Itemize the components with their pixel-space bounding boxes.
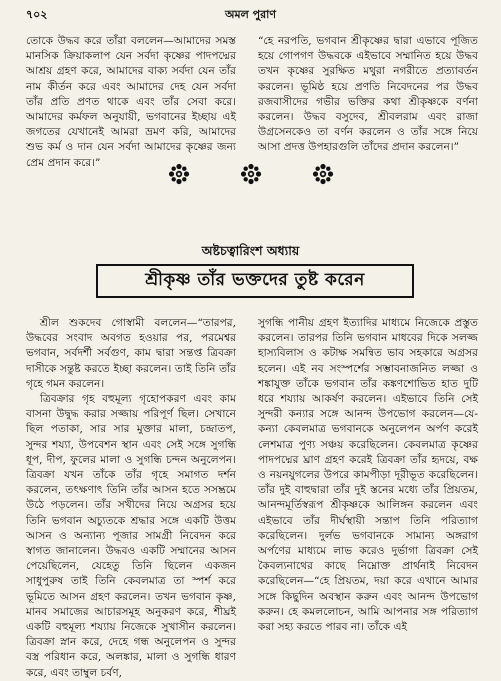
top-right-text: [258, 34, 478, 156]
body-paragraph: শ্রীল শুকদেব গোস্বামী বললেন—“তারপর, উদ্ধবের সংবাদ অবগত হওয়ার পর, পরমেশ্বর ভগবান, সর্বদর্শী সর্বগুণ, কাম দ্বারা সন্তপ্ত ত্রিবক্রা দাসীকে সন্তুষ্ট করতে ইচ্ছা করলেন। তাই তিনি তাঁর গৃহে গমন করলেন।: [26, 317, 236, 390]
body-right-column: [258, 316, 478, 635]
page-number: ৭০২: [26, 8, 48, 21]
book-title: অমল পুরাণ: [224, 8, 277, 21]
running-head: [26, 6, 475, 22]
body-left-column: [26, 316, 236, 681]
top-left-text: [26, 34, 236, 171]
flower-ornament-icon: [240, 163, 262, 185]
top-left-paragraph: তোকে উদ্ধব করে তাঁরা বললেন—আমাদের সমস্ত মানসিক ক্রিয়াকলাপ যেন সর্বদা কৃষ্ণের পাদপদ্মের আশ্রয় গ্রহণ করে, আমাদের বাক্য সর্বদা যেন তাঁর নাম কীর্তন করে এবং আমাদের দেহ যেন সর্বদা তাঁর প্রতি প্রণত থাকে এবং তাঁর সেবা করে। আমাদের কর্মফল অনুযায়ী, ভগবানের ইচ্ছায় এই জগতের যেখানেই আমরা ভ্রমণ করি, আমাদের শুভ কর্ম ও দান যেন সর্বদা আমাদের কৃষ্ণের জন্য প্রেম প্রদান করে।”: [26, 35, 236, 169]
chapter-number: অষ্টচত্বারিংশ অধ্যায়: [201, 243, 300, 258]
section-divider: [0, 163, 501, 185]
chapter-title-text: শ্রীকৃষ্ণ তাঁর ভক্তদের তুষ্ট করেন: [145, 270, 365, 290]
body-paragraph: ত্রিবক্রার গৃহ বহুমূল্য গৃহোপকরণ এবং কাম বাসনা উদ্বুদ্ধ করার সজ্জায় পরিপূর্ণ ছিল। সেখানে ছিল পতাকা, সার সার মুক্তার মালা, চন্দ্রাতপ, সুন্দর শয্যা, উপবেশন স্থান এবং সেই সঙ্গে সুগন্ধি ধূপ, দীপ, ফুলের মালা ও সুগন্ধি চন্দন অনুলেপন। ত্রিবক্রা যখন তাঁকে তাঁর গৃহে সমাগত দর্শন করলেন, তৎক্ষণাৎ তিনি তাঁর আসন হতে সসম্ভ্রমে উঠে পড়লেন। তাঁর সখীদের নিয়ে অগ্রসর হয়ে তিনি ভগবান অচ্যুতকে শ্রদ্ধার সঙ্গে একটি উত্তম আসন ও অন্যান্য পূজার সামগ্রী নিবেদন করে স্বাগত জানালেন। উদ্ধবও একটি সম্মানের আসন পেয়েছিলেন, যেহেতু তিনি ছিলেন একজন সাধুপুরুষ তাই তিনি কেবলমাত্র তা স্পর্শ করে ভূমিতে আসন গ্রহণ করলেন। তখন ভগবান কৃষ্ণ, মানব সমাজের আচারসমূহ অনুকরণ করে, শীঘ্রই একটি বহুমূল্য শয্যায় নিজেকে সুখাসীন করলেন। ত্রিবক্রা স্নান করে, দেহে গন্ধ অনুলেপন ও সুন্দর বস্ত্র পরিধান করে, অলঙ্কার, মালা ও সুগন্ধি ধারণ করে, এবং তাম্বুল চর্বণ,: [26, 393, 236, 679]
body-paragraph: সুগন্ধি পানীয় গ্রহণ ইত্যাদির মাধ্যমে নিজেকে প্রস্তুত করলেন। তারপর তিনি ভগবান মাধবের দিকে সলজ্জ হাস্যবিলাস ও কটাক্ষ সমন্বিত ভাব সহকারে অগ্রসর হলেন। এই নব সংস্পর্শের সম্ভাবনাজনিত লজ্জা ও শঙ্কাযুক্ত তাঁকে ভগবান তাঁর কঙ্কণশোভিত হাত দুটি ধরে শয্যায় আকর্ষণ করলেন। এইভাবে তিনি সেই সুন্দরী কন্যার সঙ্গে আনন্দ উপভোগ করলেন—যে-কন্যা কেবলমাত্র ভগবানকে অনুলেপন অর্পণ করেই লেশমাত্র পুণ্য সঞ্চয় করেছিলেন। কেবলমাত্র কৃষ্ণের পাদপদ্মের ঘ্রাণ গ্রহণ করেই ত্রিবক্রা তাঁর হৃদয়ে, বক্ষ ও নয়নযুগলের উপরে কামপীড়া দূরীভূত করেছিলেন। তাঁর দুই বাহুদ্বারা তাঁর দুই স্তনের মধ্যে তাঁর প্রিয়তম, আনন্দমূর্তিস্বরূপ শ্রীকৃষ্ণকে আলিঙ্গন করলেন এবং এইভাবে তাঁর দীর্ঘস্থায়ী সন্তাপ তিনি পরিত্যাগ করেছিলেন। দুর্লভ ভগবানকে সামান্য অঙ্গরাগ অর্পণের মাধ্যমে লাভ করেও দুর্ভাগা ত্রিবক্রা সেই কৈবল্যনাথের কাছে নিম্নোক্ত প্রার্থনাই নিবেদন করেছিলেন—“হে প্রিয়তম, দয়া করে এখানে আমার সঙ্গে কিছুদিন অবস্থান করুন এবং আনন্দ উপভোগ করুন। হে কমললোচন, আমি আপনার সঙ্গ পরিত্যাগ করা সহ্য করতে পারব না। তাঁকে এই: [258, 317, 478, 634]
flower-ornament-icon: [168, 163, 190, 185]
flower-ornament-icon: [312, 163, 334, 185]
top-right-paragraph: “হে নরপতি, ভগবান শ্রীকৃষ্ণের দ্বারা এভাবে পূজিত হয়ে গোপগণ উদ্ধবকে এইভাবে সম্মানিত হয়ে উদ্ধব তখন কৃষ্ণের সুরক্ষিত মথুরা নগরীতে প্রত্যাবর্তন করলেন। ভূমিষ্ঠ হয়ে প্রণতি নিবেদনের পর উদ্ধব রজবাসীদের গভীর ভক্তির কথা শ্রীকৃষ্ণকে বর্ণনা করলেন। উদ্ধব বসুদেব, শ্রীবলরাম এবং রাজা উগ্রসেনকেও তা বর্ণন করলেন ও তাঁর সঙ্গে নিয়ে আসা প্রদত্ত উপহারগুলি তাঁদের প্রদান করলেন।”: [258, 35, 478, 154]
chapter-title: [96, 264, 414, 298]
